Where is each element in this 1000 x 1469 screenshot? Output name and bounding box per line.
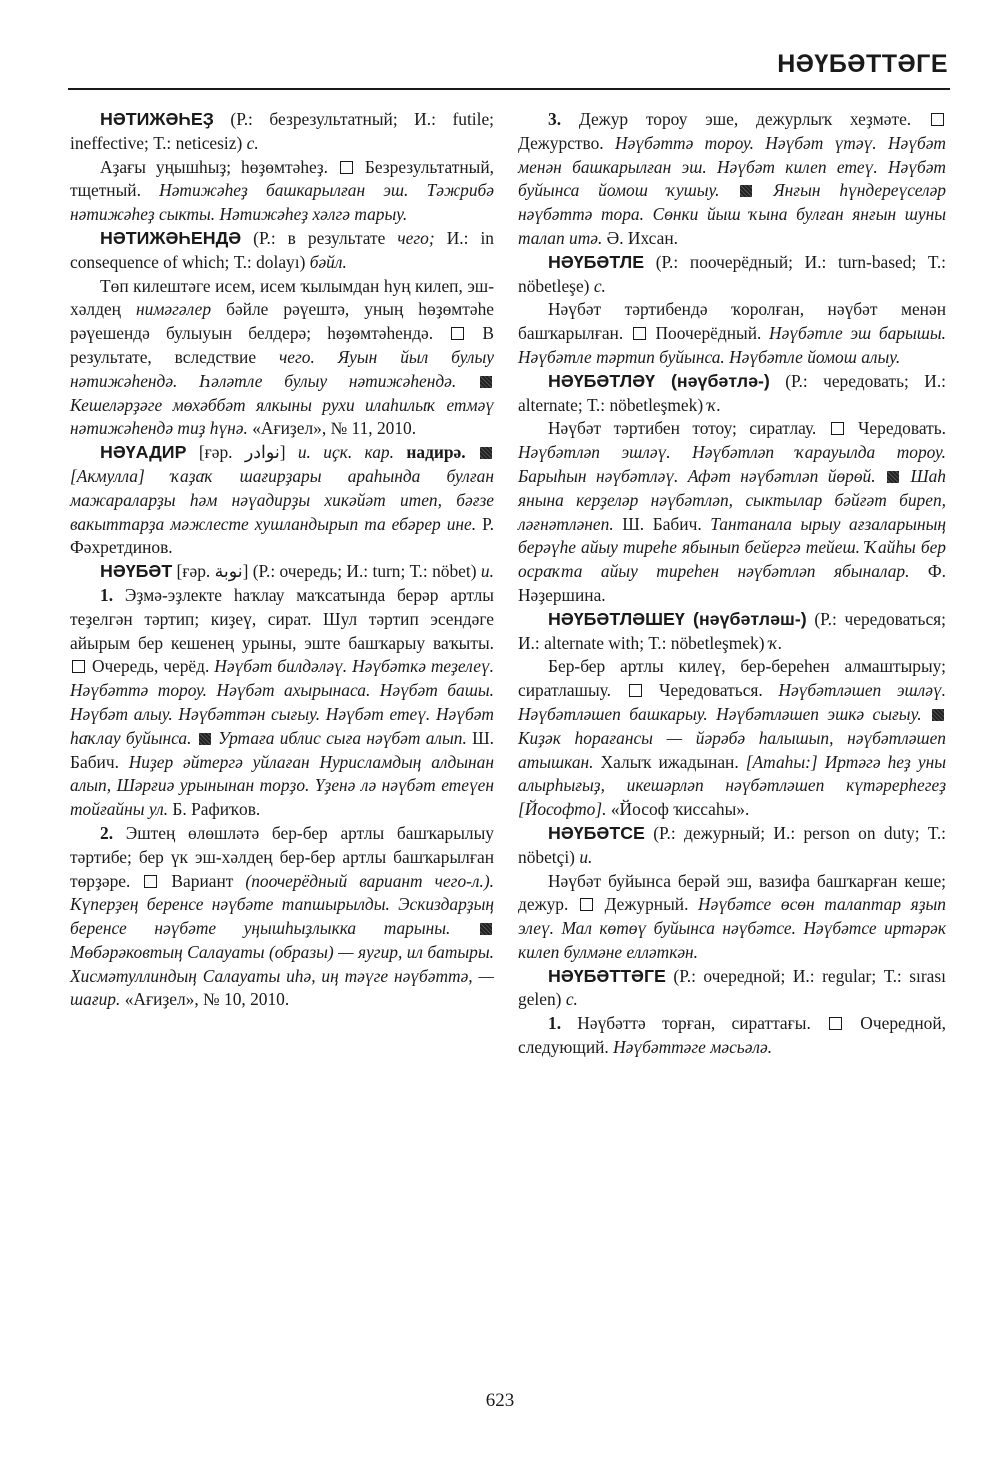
definition-text: Дежур тороу эше, дежурлыҡ хеҙмәте. <box>561 109 929 129</box>
definition-text: Ш. Бабич. <box>70 727 494 772</box>
definition-text: «Йософ ҡиссаһы». <box>606 799 750 820</box>
sense-number: 3. <box>548 109 562 129</box>
definition-text: Поочерёдный. <box>647 323 770 344</box>
definition-text: Дежурный. <box>594 894 699 915</box>
definition-text: [ғәр. نوادر] <box>186 442 298 463</box>
example-text: Нәүбәт билдәләү. Нәүбәткә теҙелеү. Нәүбәттә тороу. Нәүбәт ахырынаса. Нәүбәт башы. Нәүбәт алыу. Нәүбәттән сығыу. Нәүбәт етеү. Нәүбәт һаҡлау буйынса. <box>70 656 494 748</box>
black-square-icon <box>480 376 492 388</box>
example-text: и. иҫк. кар. <box>297 442 394 463</box>
example-text: Ниҙер әйтергә уйлаған Нурисламдың алдынан алып, Шәрғиә урынынан торҙо. Үҙенә лә нәүбәт етеүен тойғайны ул. <box>70 751 494 820</box>
white-square-icon <box>633 327 646 340</box>
entry-paragraph <box>518 370 946 418</box>
headword: НӘҮБӘТТӘГЕ <box>548 965 666 986</box>
entry-paragraph <box>518 608 946 656</box>
definition-text: Чередоваться. <box>643 680 779 701</box>
definition-text: В результате, вследствие <box>70 323 494 367</box>
definition-text: (Р.: чередовать; И.: alternate; Т.: nöbetleşmek) <box>518 370 947 415</box>
definition-text: Эштең өлөшләтә бер-бер артлы башҡарылыу тәртибе; бер үк эш-хәлдең бер-бер артлы башҡарылған төрҙәре. <box>70 822 494 891</box>
definition-text: Вариант <box>159 870 246 891</box>
headword: НӘҮАДИР <box>100 442 187 463</box>
definition-text: Дежурство. <box>518 132 616 153</box>
definition-text: (Р.: дежурный; И.: person on duty; Т.: nöbetçi) <box>518 822 946 867</box>
definition-text: И.: in consequence of which; Т.: dolayı) <box>70 227 494 272</box>
definition-text: (Р.: безрезультатный; И.: futile; ineffective; Т.: neticesiz) <box>70 109 494 153</box>
page-header-title: НӘҮБӘТТӘГЕ <box>777 50 948 78</box>
definition-text: (Р.: поочерёдный; И.: turn-based; Т.: nöbetleşe) <box>518 251 946 296</box>
example-text: Нәүбәтле эш барышы. Нәүбәтле тәртип буйынса. Нәүбәтле йомош алыу. <box>518 323 946 367</box>
definition-text: Нәүбәт тәртибендә ҡоролған, нәүбәт менән башҡарылған. <box>518 299 946 344</box>
right-column <box>518 108 946 1060</box>
definition-text: Нәүбәт буйынса берәй эш, вазифа башҡарған кеше; дежур. <box>518 870 946 915</box>
example-text: Киҙәк һорағансы — йәрәбә һалышып, нәүбәтләшеп атышкан. <box>518 727 946 772</box>
definition-text: Ф. Нәҙершина. <box>518 561 946 605</box>
definition-text: (Р.: очередной; И.: regular; Т.: sırası gelen) <box>518 965 946 1010</box>
example-text: Нәүбәттәге мәсьәлә. <box>613 1037 773 1058</box>
sense-number: надирә. <box>393 442 466 463</box>
definition-text <box>466 442 478 462</box>
example-text: и. <box>480 561 494 582</box>
example-text: Нәүбәтләшеп эшләү. Нәүбәтләшеп башкарыу. Нәүбәтләшеп эшкә сығыу. <box>518 680 947 724</box>
definition-text: «Ағиҙел», № 10, 2010. <box>120 989 290 1010</box>
example-text: Шаһ янына керҙеләр нәүбәтләп, сыктылар бәйғәт биреп, ләғнәтләнеп. <box>518 465 946 534</box>
sense-number: 1. <box>548 1013 562 1034</box>
black-square-icon <box>199 733 211 745</box>
definition-text: Ә. Ихсан. <box>602 227 678 248</box>
example-text: нимәгәлер <box>136 299 212 320</box>
entry-paragraph <box>518 251 946 299</box>
black-square-icon <box>887 471 899 483</box>
definition-text: Чередовать. <box>845 418 946 439</box>
entry-paragraph <box>70 822 494 1012</box>
definition-text: (Р.: чередоваться; И.: alternate with; Т.: nöbetleşmek) <box>518 608 946 653</box>
entry-paragraph <box>70 441 494 560</box>
definition-text: Халыҡ ижадынан. <box>593 751 746 772</box>
entry-paragraph <box>70 156 494 227</box>
white-square-icon <box>629 684 642 697</box>
example-text: Нәүбәттә тороу. Нәүбәт үтәү. Нәүбәт менән башкарылған эш. Нәүбәт килеп етеү. Нәүбәт буйынса йомош ҡушыу. <box>518 132 946 201</box>
headword: НӘҮБӘТЛЕ <box>548 251 645 272</box>
entry-paragraph <box>518 417 946 607</box>
header-rule <box>68 88 950 90</box>
entry-paragraph <box>70 108 494 156</box>
example-text: Мөбәрәковтың Салауаты (образы) — яугир, ил батыры. Хисмәтуллиндың Салауаты иһә, иң тәүге нәүбәттә, — шағир. <box>70 941 494 1010</box>
white-square-icon <box>829 1017 842 1030</box>
entry-paragraph <box>518 965 946 1013</box>
white-square-icon <box>72 660 85 673</box>
entry-paragraph <box>518 822 946 870</box>
definition-text: Очередной, следующий. <box>518 1013 947 1058</box>
example-text: и. <box>579 846 593 867</box>
white-square-icon <box>340 161 353 174</box>
white-square-icon <box>580 898 593 911</box>
example-text: Нәүбәтсе өсөн талаптар яҙып элеү. Мал көтөү буйынса нәүбәтсе. Нәүбәтсе иртәрәк килеп булмәне елләткән. <box>518 894 947 962</box>
white-square-icon <box>931 113 944 126</box>
entry-paragraph <box>518 108 946 251</box>
definition-text: Нәүбәттә торған, сираттағы. <box>561 1013 828 1034</box>
example-text: чего; <box>397 227 435 248</box>
example-text: Нәүбәтләп эшләү. Нәүбәтләп ҡарауылда тороу. Барыһын нәүбәтләү. Афәт нәүбәтләп йөрөй. <box>518 442 946 486</box>
sense-number: 1. <box>100 584 114 605</box>
definition-text: Бер-бер артлы килеү, бер-береһен алмаштырыу; сиратлашыу. <box>518 656 946 701</box>
definition-text: (Р.: в результате <box>241 227 398 248</box>
definition-text: [ғәр. نوبة] (Р.: очередь; И.: turn; Т.: nöbet) <box>172 561 481 582</box>
entry-paragraph <box>70 227 494 275</box>
entry-paragraph <box>70 560 494 584</box>
definition-text: Аҙағы уңышһыҙ; һөҙөмтәһеҙ. <box>100 156 338 177</box>
definition-text: Б. Рафиҡов. <box>168 799 261 820</box>
headword: НӘТИЖӘҺЕҘ <box>100 109 214 129</box>
white-square-icon <box>144 875 157 888</box>
sense-number: 2. <box>100 822 114 843</box>
definition-text: Нәүбәт тәртибен тотоу; сиратлау. <box>548 418 829 439</box>
white-square-icon <box>451 327 464 340</box>
example-text: Кешеләрҙәге мөхәббәт ялкыны рухи илаһилыҡ етмәү нәтижәһендә тиҙ һүнә. <box>70 394 494 439</box>
definition-text: Эҙмә-эҙлекте һаҡлау маҡсатында берәр артлы теҙелгән тәртип; киҙеү, сират. Шул тәртип эсендәге айырым бер кешенең урыны, эште башҡарыу ваҡыты. <box>70 584 494 653</box>
definition-text: Төп килештәге исем, исем ҡылымдан һуң килеп, эш-хәлдең <box>70 275 494 320</box>
left-column <box>70 108 494 1012</box>
example-text: [Атаһы:] Иртәгә һеҙ уны алырһығыҙ, икешәрләп нәүбәтләшеп күтәрерһегеҙ [Йософто]. <box>518 751 947 820</box>
definition-text: Очередь, черёд. <box>87 656 215 677</box>
black-square-icon <box>932 709 944 721</box>
black-square-icon <box>740 185 752 197</box>
entry-paragraph <box>518 655 946 822</box>
example-text: с. <box>593 275 606 296</box>
definition-text: «Ағиҙел», № 11, 2010. <box>247 418 417 439</box>
definition-text: Ш. Бабич. <box>613 513 711 534</box>
entry-paragraph <box>70 275 494 442</box>
definition-text: бәйле рәүештә, уның һөҙөмтәһе рәүешендә булыуын белдерә; һөҙөмтәһендә. <box>70 299 494 344</box>
example-text: Янғын һүндереүселәр нәүбәттә тора. Сөнки йыш ҡына булған янғын шуны талап итә. <box>518 180 946 248</box>
headword: НӘҮБӘТСЕ <box>548 822 645 843</box>
entry-paragraph <box>518 870 946 965</box>
example-text: чего. Яуын йыл булыу нәтижәһендә. Һәләтле булыу нәтижәһендә. <box>70 346 495 391</box>
example-text: с. <box>246 132 259 153</box>
example-text: Тантанала ырыу ағзаларының берәүһе айыу тиреһе ябынып бейергә тейеш. Ҡайһы бер осраҡта айыу тиреһен нәүбәтләп ябыналар. <box>518 513 946 582</box>
example-text: ҡ. <box>768 632 783 653</box>
black-square-icon <box>480 447 492 459</box>
example-text: бәйл. <box>309 251 347 272</box>
headword: НӘҮБӘТ <box>100 561 173 582</box>
headword: НӘТИЖӘҺЕНДӘ <box>100 227 242 248</box>
example-text: Нәтижәһеҙ башкарылған эш. Тәжрибә нәтижәһеҙ сыкты. Нәтижәһеҙ хәлгә тарыу. <box>70 180 494 225</box>
example-text: [Акмулла] ҡаҙаҡ шағирҙары араһында булған мажараларҙы һәм нәүадирҙы хикәйәт итеп, бәғзе вакыттарҙа мәжлесте хушландырып та ебәрер ине. <box>70 465 494 534</box>
entry-paragraph <box>518 1012 946 1060</box>
black-square-icon <box>480 923 492 935</box>
headword: НӘҮБӘТЛӘШЕҮ (нәүбәтләш-) <box>548 608 807 629</box>
headword: НӘҮБӘТЛӘҮ (нәүбәтлә-) <box>548 370 770 391</box>
example-text: Уртаға иблис сыға нәүбәт алып. <box>212 727 467 748</box>
entry-paragraph <box>70 584 494 822</box>
page-number: 623 <box>485 1390 515 1411</box>
example-text: ҡ. <box>707 394 722 415</box>
example-text: (поочерёдный вариант чего-л.). Күперҙең беренсе нәүбәте тапшырылды. Эскиздарҙың беренсе нәүбәте уңышһыҙлыкка тарыны. <box>70 870 494 939</box>
example-text: с. <box>565 989 578 1010</box>
definition-text: Безрезультатный, тщетный. <box>70 156 494 201</box>
definition-text: Р. Фәхретдинов. <box>70 513 494 558</box>
white-square-icon <box>831 422 844 435</box>
entry-paragraph <box>518 298 946 369</box>
